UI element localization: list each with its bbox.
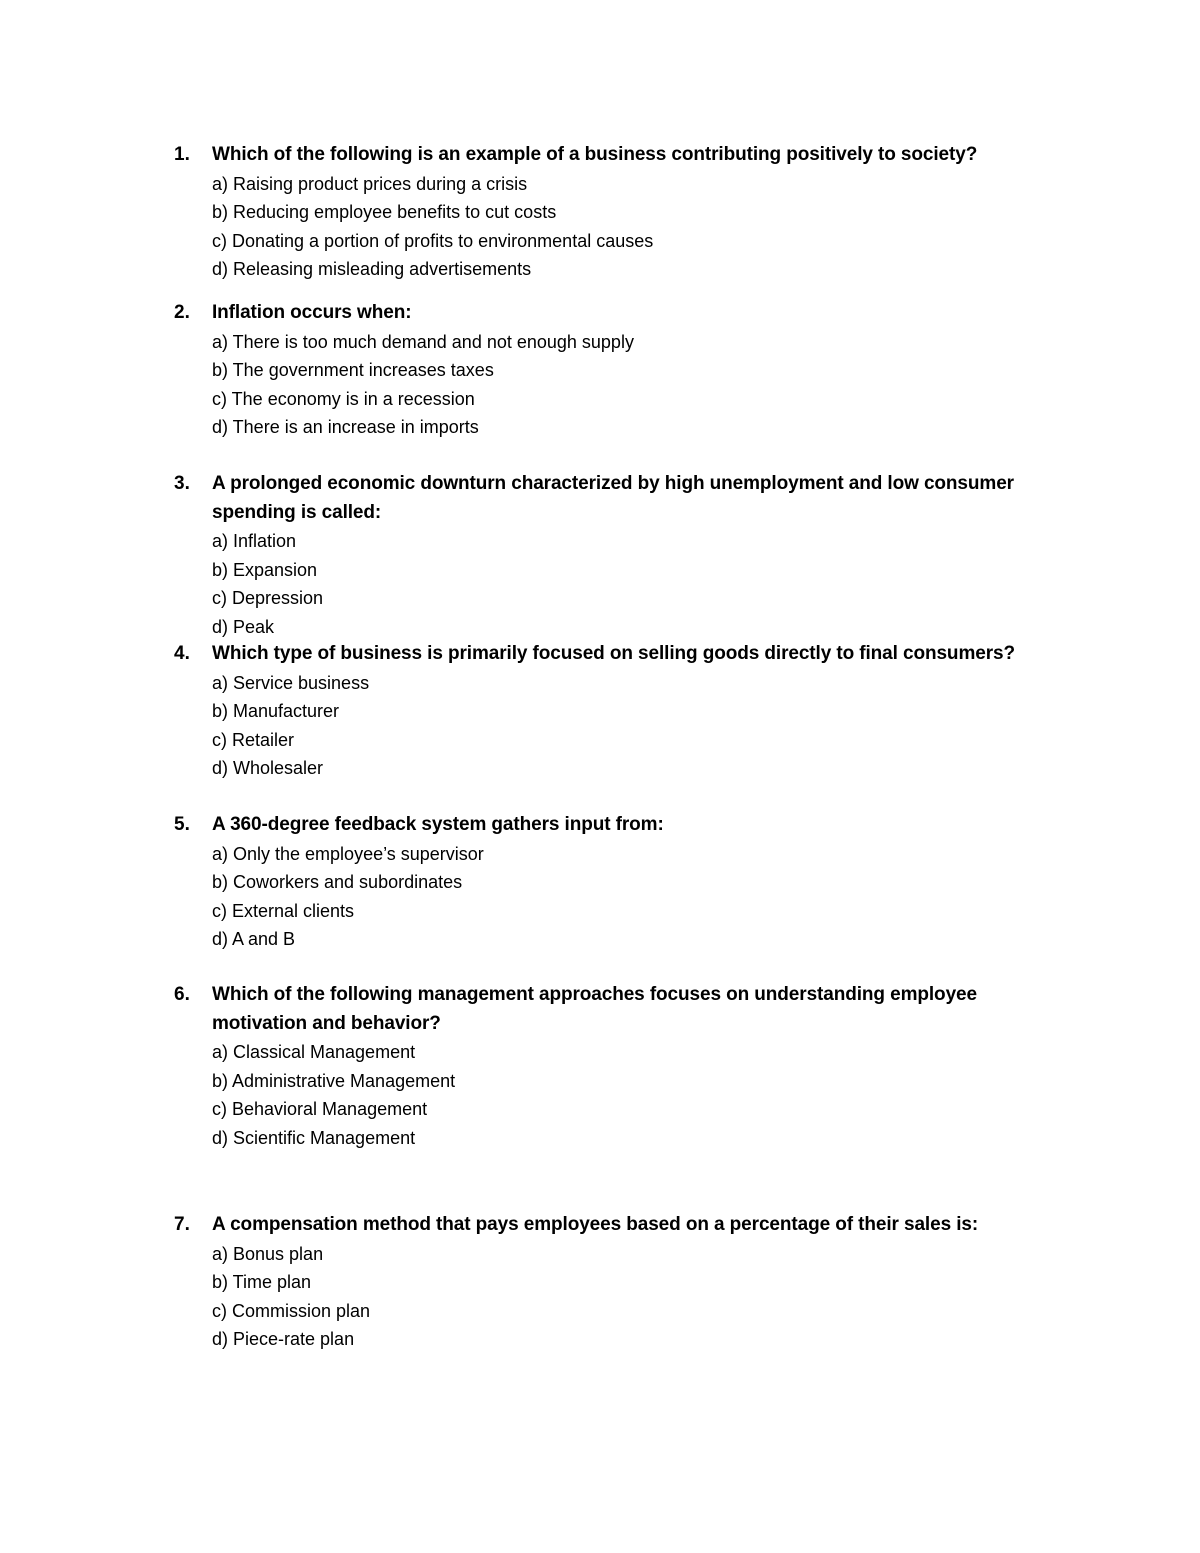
answer-options <box>212 527 1050 641</box>
answer-option-b: b) The government increases taxes <box>212 360 494 380</box>
question-3 <box>170 470 1050 641</box>
answer-option-b: b) Manufacturer <box>212 701 340 721</box>
answer-option-b: b) Reducing employee benefits to cut costs <box>212 202 557 222</box>
question-6 <box>170 981 1050 1152</box>
answer-option-c: c) Commission plan <box>212 1300 371 1321</box>
answer-option-b: b) Time plan <box>212 1272 312 1292</box>
question-number: 6. <box>174 984 190 1005</box>
question-number: 2. <box>174 302 190 323</box>
answer-option-d: d) Releasing misleading advertisements <box>212 259 532 279</box>
question-text: Inflation occurs when: <box>212 302 412 323</box>
question-number: 5. <box>174 814 190 835</box>
question-text: Which of the following management approaches focuses on understanding employee motivation and behavior? <box>212 984 977 1034</box>
answer-option-b: b) Coworkers and subordinates <box>212 872 463 892</box>
question-text: A compensation method that pays employees based on a percentage of their sales is: <box>212 1214 979 1235</box>
answer-options <box>212 1038 1050 1152</box>
answer-option-c: c) Behavioral Management <box>212 1099 428 1119</box>
question-number: 3. <box>174 473 190 494</box>
answer-option-c: c) Retailer <box>212 729 295 750</box>
answer-option-c: c) The economy is in a recession <box>212 388 475 409</box>
question-text: A prolonged economic downturn characterized by high unemployment and low consumer spending is called: <box>212 473 1014 523</box>
answer-option-b: b) Expansion <box>212 559 318 580</box>
answer-option-b: b) Administrative Management <box>212 1070 456 1091</box>
question-4 <box>170 640 1050 783</box>
question-7 <box>170 1211 1050 1354</box>
answer-option-c: c) Donating a portion of profits to environmental causes <box>212 230 654 251</box>
question-number: 7. <box>174 1214 190 1235</box>
answer-option-d: d) A and B <box>212 929 296 949</box>
answer-options <box>212 170 1050 284</box>
question-1 <box>170 141 1050 284</box>
answer-option-a: a) Classical Management <box>212 1042 416 1062</box>
answer-options <box>212 1240 1050 1354</box>
answer-option-c: c) External clients <box>212 900 355 921</box>
answer-option-d: d) Peak <box>212 616 275 637</box>
answer-option-c: c) Depression <box>212 588 324 608</box>
answer-option-d: d) Scientific Management <box>212 1127 416 1148</box>
question-number: 4. <box>174 643 190 664</box>
answer-option-a: a) Only the employee’s supervisor <box>212 843 484 864</box>
question-text: A 360-degree feedback system gathers input from: <box>212 814 664 835</box>
answer-option-a: a) Service business <box>212 672 370 693</box>
answer-option-a: a) There is too much demand and not enough supply <box>212 331 634 352</box>
question-number: 1. <box>174 144 190 165</box>
question-5 <box>170 811 1050 954</box>
answer-option-a: a) Inflation <box>212 531 297 551</box>
question-text: Which type of business is primarily focused on selling goods directly to final consumers? <box>212 643 1015 664</box>
question-2 <box>170 299 1050 442</box>
question-text: Which of the following is an example of a business contributing positively to society? <box>212 144 978 165</box>
answer-options <box>212 840 1050 954</box>
answer-option-a: a) Bonus plan <box>212 1243 324 1264</box>
answer-option-d: d) Piece-rate plan <box>212 1329 355 1349</box>
answer-option-a: a) Raising product prices during a crisis <box>212 173 528 194</box>
answer-options <box>212 328 1050 442</box>
answer-option-d: d) Wholesaler <box>212 758 324 778</box>
answer-option-d: d) There is an increase in imports <box>212 417 479 437</box>
answer-options <box>212 669 1050 783</box>
